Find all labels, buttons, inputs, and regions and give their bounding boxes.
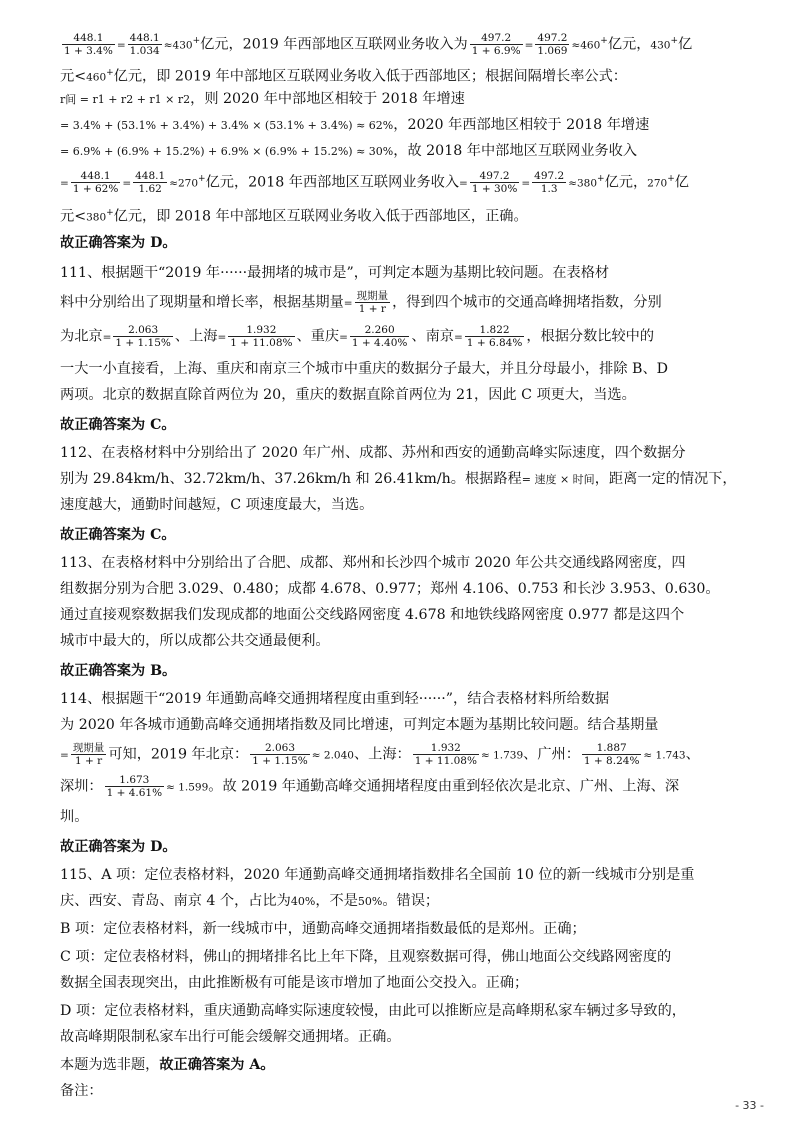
fraction: $\frac{497.2}{1 + 6.9\%}$ [471,32,521,58]
b111-line4: 一大一小直接看，上海、重庆和南京三个城市中重庆的数据分子最大，并且分母最小，排除 B、D [60,361,669,377]
b111-line5: 两项。北京的数据直除首两位为 20，重庆的数据直除首两位为 21，因此 C 项更大，当选。 [60,387,636,403]
b115-line1: 115、A 项：定位表格材料，2020 年通勤高峰交通拥堵指数排名全国前 10 位的新一线城市分别是重 [60,867,695,883]
b115-line8: 本题为选非题，故正确答案为 A。 [60,1057,275,1073]
b113-line1: 113、在表格材料中分别给出了合肥、成都、郑州和长沙四个城市 2020 年公共交通线路网密度，四 [60,555,686,571]
b113-line3: 通过直接观察数据我们发现成都的地面公交线路网密度 4.678 和地铁线路网密度 0.977 都是这四个 [60,607,685,623]
b114-line1: 114、根据题干“2019 年通勤高峰交通拥堵程度由重到轻······”，结合表格材料所给数据 [60,691,610,707]
b115-line4: C 项：定位表格材料，佛山的拥堵排名比上年下降，且观察数据可得，佛山地面公交线路网密度的 [60,949,672,965]
b115-line3: B 项：定位表格材料，新一线城市中，通勤高峰交通拥堵指数最低的是郑州。正确； [60,921,586,937]
b114-line4: 深圳： $\frac{1.673}{1 + 4.61\%}$ ≈ 1.599。故 2019 年通勤高峰交通拥堵程度由重到轻依次是北京、广州、上海、深 [60,774,680,799]
fraction: $\frac{497.2}{1 + 30\%}$ [471,170,518,196]
fraction: $\frac{1.673}{1 + 4.61\%}$ [106,774,163,799]
b113-line4: 城市中最大的，所以成都公共交通最便利。 [60,633,330,649]
fraction: $\frac{497.2}{1.3}$ [534,170,565,196]
fraction: $\frac{\text{现期量}}{1 + r}$ [72,742,105,767]
fraction: $\frac{\text{现期量}}{1 + r}$ [356,290,389,315]
b114-answer: 故正确答案为 D。 [60,839,177,855]
b111-line3: 为北京= $\frac{2.063}{1 + 1.15\%}$ 、上海= $\frac{1.932}{1 + 11.08\%}$ 、重庆= $\frac{2.260}{1 + 4.40\%}$ 、南京= $\frac{1.822}{1 + 6.84\%}$ ，根据分数比较中的 [60,324,655,349]
b110-line6: = $\frac{448.1}{1 + 62\%}$ = $\frac{448.1}{1.62}$ ≈270+亿元，2018 年西部地区互联网业务收入= $\frac{497.2}{1 + 30\%}$ = $\frac{497.2}{1.3}$ ≈380+亿元，270+亿 [60,170,689,196]
b111-line1: 111、根据题干“2019 年······最拥堵的城市是”，可判定本题为基期比较问题。在表格材 [60,265,610,281]
b112-line1: 112、在表格材料中分别给出了 2020 年广州、成都、苏州和西安的通勤高峰实际速度，四个数据分 [60,445,686,461]
fraction: $\frac{1.822}{1 + 6.84\%}$ [466,324,523,349]
b110-line4: = 3.4% + (53.1% + 3.4%) + 3.4% × (53.1% + 3.4%) ≈ 62%，2020 年西部地区相较于 2018 年增速 [60,117,650,133]
b114-line5: 圳。 [60,809,89,825]
b110-line1: $\frac{448.1}{1 + 3.4\%}$ = $\frac{448.1}{1.034}$ ≈430+亿元，2019 年西部地区互联网业务收入为 $\frac{497.2}{1 + 6.9\%}$ = $\frac{497.2}{1.069}$ ≈460+亿元，430+亿 [64,32,693,58]
b114-line2: 为 2020 年各城市通勤高峰交通拥堵指数及同比增速，可判定本题为基期比较问题。结合基期量 [60,717,659,733]
fraction: $\frac{448.1}{1.034}$ [129,32,160,58]
fraction: $\frac{1.887}{1 + 8.24\%}$ [583,742,640,767]
b110-line2: 元<460+亿元，即 2019 年中部地区互联网业务收入低于西部地区；根据间隔增长率公式： [60,68,627,85]
b112-line2: 别为 29.84km/h、32.72km/h、37.26km/h 和 26.41km/h。根据路程= 速度 × 时间，距离一定的情况下， [60,471,737,487]
b114-line3: = $\frac{\text{现期量}}{1 + r}$ 可知，2019 年北京： $\frac{2.063}{1 + 1.15\%}$ ≈ 2.040、上海： $\frac{1.932}{1 + 11.08\%}$ ≈ 1.739、广州： $\frac{1.887}{1 + 8.24\%}$ ≈ 1.743、 [60,742,700,767]
page-number: - 33 - [735,1099,764,1112]
b110-line3: r间 = r1 + r2 + r1 × r2，则 2020 年中部地区相较于 2018 年增速 [60,91,465,107]
b111-line2: 料中分别给出了现期量和增长率，根据基期量= $\frac{\text{现期量}}{1 + r}$ ，得到四个城市的交通高峰拥堵指数，分别 [60,290,662,315]
fraction: $\frac{448.1}{1.62}$ [135,170,166,196]
fraction: $\frac{448.1}{1 + 3.4\%}$ [64,32,113,58]
b115-line5: 数据全国表现突出，由此推断极有可能是该市增加了地面公交投入。正确； [60,975,529,991]
fraction: $\frac{448.1}{1 + 62\%}$ [72,170,119,196]
fraction: $\frac{2.260}{1 + 4.40\%}$ [351,324,408,349]
b115-line6: D 项：定位表格材料，重庆通勤高峰实际速度较慢，由此可以推断应是高峰期私家车辆过多导致的， [60,1003,686,1019]
b115-line2: 庆、西安、青岛、南京 4 个，占比为40%，不是50%。错误； [60,893,440,909]
fraction: $\frac{1.932}{1 + 11.08\%}$ [230,324,293,349]
b113-line2: 组数据分别为合肥 3.029、0.480；成都 4.678、0.977；郑州 4.106、0.753 和长沙 3.953、0.630。 [60,581,720,597]
fraction: $\frac{497.2}{1.069}$ [537,32,568,58]
b110-line7: 元<380+亿元，即 2018 年中部地区互联网业务收入低于西部地区，正确。 [60,208,528,225]
b110-answer: 故正确答案为 D。 [60,235,177,251]
b113-answer: 故正确答案为 B。 [60,663,177,679]
b115-note: 备注： [60,1083,103,1099]
b110-line5: = 6.9% + (6.9% + 15.2%) + 6.9% × (6.9% + 15.2%) ≈ 30%，故 2018 年中部地区互联网业务收入 [60,143,638,159]
b112-line3: 速度越大，通勤时间越短，C 项速度最大，当选。 [60,497,374,513]
b115-line7: 故高峰期限制私家车出行可能会缓解交通拥堵。正确。 [60,1029,401,1045]
b111-answer: 故正确答案为 C。 [60,417,176,433]
fraction: $\frac{2.063}{1 + 1.15\%}$ [252,742,308,767]
fraction: $\frac{1.932}{1 + 11.08\%}$ [414,742,477,767]
b112-answer: 故正确答案为 C。 [60,527,176,543]
fraction: $\frac{2.063}{1 + 1.15\%}$ [115,324,171,349]
